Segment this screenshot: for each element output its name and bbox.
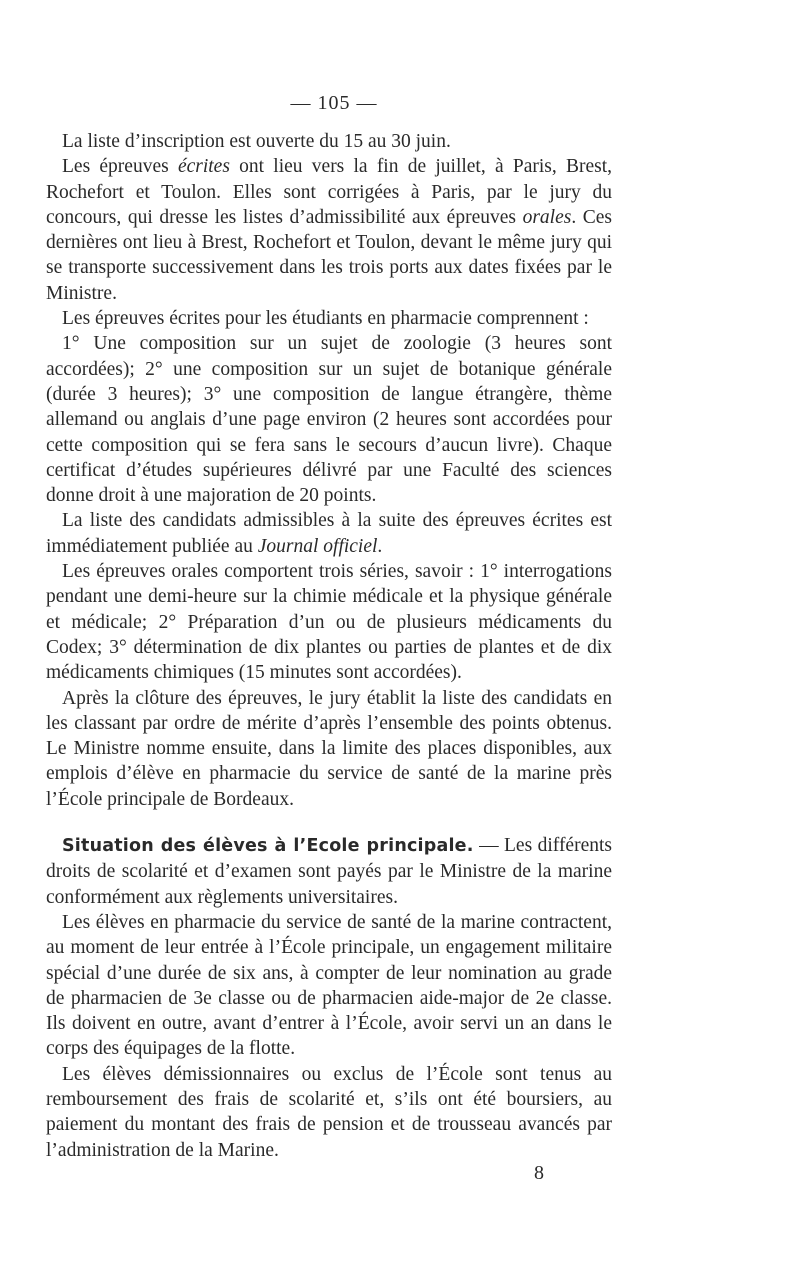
- paragraph-text: Les épreuves orales comportent trois séries, savoir : 1° interrogations pendant une demi-heure sur la chimie médicale et la physique générale et médicale; 2° Préparation d’un ou de plusieurs médicaments du Codex; 3° détermination de dix plantes ou parties de plantes et de dix médicaments chimiques (15 minutes sont accordées).: [46, 561, 612, 684]
- paragraph-admissibles: [46, 508, 612, 559]
- paragraph-text: La liste d’inscription est ouverte du 15 au 30 juin.: [62, 131, 451, 152]
- paragraph-text: Les élèves en pharmacie du service de santé de la marine contractent, au moment de leur entrée à l’École principale, un engagement militaire spécial d’une durée de six ans, à compter de leur nomination au grade de pharmacien de 3e classe ou de pharmacien aide-major de 2e classe. Ils doivent en outre, avant d’entrer à l’École, avoir servi un an dans le corps des équipages de la flotte.: [46, 911, 612, 1060]
- section-situation: [46, 833, 612, 910]
- paragraph-text: Les épreuves: [62, 156, 178, 178]
- paragraph-text: .: [377, 535, 383, 557]
- paragraph-text: La liste des candidats admissibles à la suite des épreuves écrites est immédiatement publiée au: [46, 510, 612, 557]
- page-number: — 105 —: [290, 92, 378, 114]
- paragraph-inscription: [46, 129, 612, 154]
- emphasis-journal-officiel: Journal officiel: [257, 535, 378, 557]
- section-intro-text: — Les différents droits de scolarité et d’examen sont payés par le Ministre de la marine conformément aux règlements universitaires.: [46, 835, 612, 908]
- paragraph-text: 1° Une composition sur un sujet de zoologie (3 heures sont accordées); 2° une composition sur un sujet de botanique générale (durée 3 heures); 3° une composition de langue étrangère, thème allemand ou anglais d’une page environ (2 heures sont accordées pour cette composition qui se fera sans le secours d’aucun livre). Chaque certificat d’études supérieures délivré par une Faculté des sciences donne droit à une majoration de 20 points.: [46, 333, 612, 507]
- paragraph-engagement: [46, 910, 612, 1062]
- emphasis-ecrites: écrites: [177, 156, 230, 178]
- document-page: [46, 92, 612, 1163]
- paragraph-epreuves-intro: [46, 306, 612, 331]
- paragraph-remboursement: [46, 1062, 612, 1163]
- paragraph-text: Après la clôture des épreuves, le jury établit la liste des candidats en les classant par ordre de mérite d’après l’ensemble des points obtenus. Le Ministre nomme ensuite, dans la limite des places disponibles, aux emplois d’élève en pharmacie du service de santé de la marine près l’École principale de Bordeaux.: [46, 687, 612, 810]
- paragraph-text: Les épreuves écrites pour les étudiants en pharmacie comprennent :: [62, 308, 589, 330]
- paragraph-epreuves-orales: [46, 559, 612, 685]
- paragraph-text: . Ces dernières ont lieu à Brest, Rochefort et Toulon, devant le même jury qui se transporte successivement dans les trois ports aux dates fixées par le Ministre.: [46, 206, 613, 304]
- section-heading: Situation des élèves à l’Ecole principale.: [62, 836, 474, 857]
- emphasis-orales: orales: [522, 206, 572, 228]
- paragraph-epreuves-ecrites: [46, 154, 612, 306]
- paragraph-text: Les élèves démissionnaires ou exclus de l’École sont tenus au remboursement des frais de scolarité et, s’ils ont été boursiers, au paiement du montant des frais de pension et de trousseau avancés par l’administration de la Marine.: [46, 1063, 612, 1161]
- signature-mark: 8: [534, 1162, 544, 1184]
- paragraph-classement: [46, 686, 612, 812]
- paragraph-text: ont lieu vers la fin de juillet, à Paris, Brest, Rochefort et Toulon. Elles sont corrigées à Paris, par le jury du concours, qui dresse les listes d’admissibilité aux épreuves: [46, 156, 612, 228]
- paragraph-compositions: [46, 331, 612, 508]
